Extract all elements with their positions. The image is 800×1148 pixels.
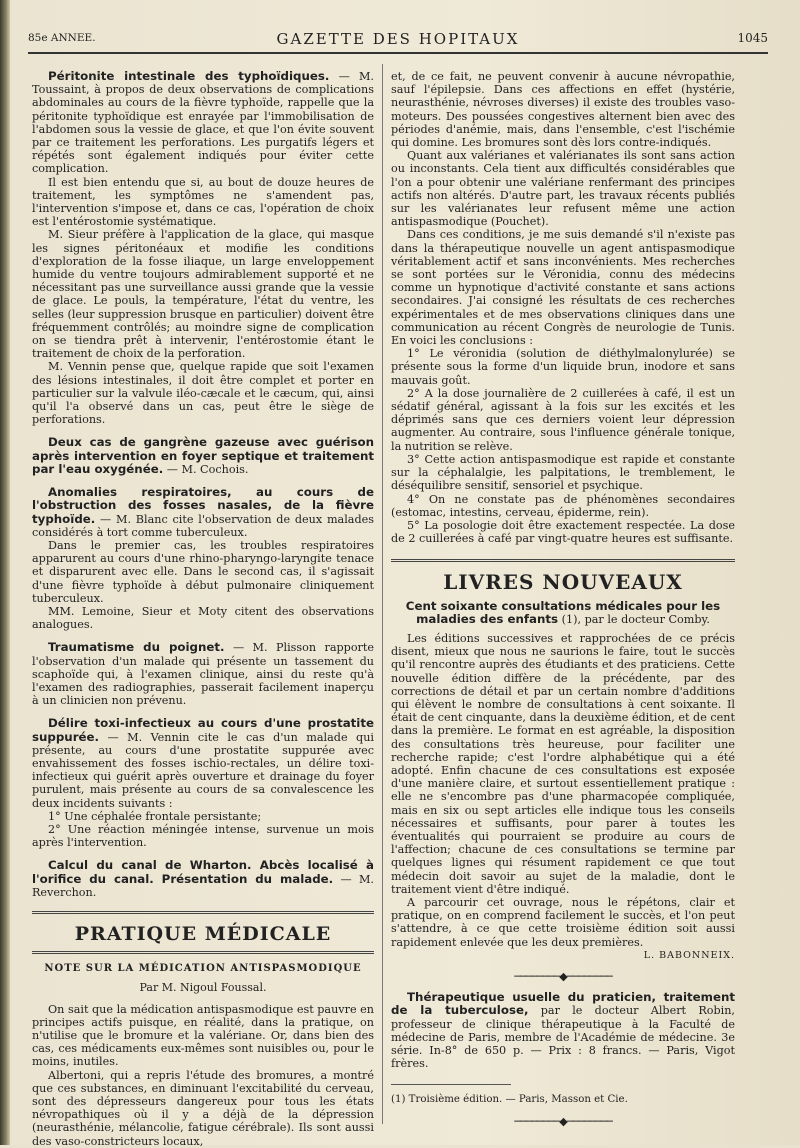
author-ref: — M. Reverchon. xyxy=(32,872,374,899)
paragraph: M. Vennin pense que, quelque rapide que soit l'examen des lésions intestinales, il doit être complet et porter en particulier sur la valvule iléo-cæcale et le cæcum, qui, ainsi qu'il l'a observé dans un cas, peut être le siège de perforations. xyxy=(32,360,374,427)
article-heading: Deux cas de gangrène gazeuse avec guérison après intervention en foyer septique et traitement par l'eau oxygénée. xyxy=(32,435,374,476)
paragraph: On sait que la médication antispasmodique est pauvre en principes actifs puisque, en réalité, dans la pratique, on n'utilise que le bromure et la valériane. Or, dans bien des cas, ces médicaments eux-mêmes sont nuisibles ou, pour le moins, inutiles. xyxy=(32,1002,374,1069)
section-rule xyxy=(391,559,735,562)
paragraph: Dans le premier cas, les troubles respiratoires apparurent au cours d'une rhino-pharyngo-laryngite tenace et disparurent avec elle. Dans le second cas, il s'agissait d'une fièvre typhoïde à début pulmonaire cliniquement tuberculeux. xyxy=(32,538,374,605)
volume-label: 85e ANNEE. xyxy=(28,32,96,44)
paragraph: Dans ces conditions, je me suis demandé s'il n'existe pas dans la thérapeutique nouvelle un agent antispasmodique véritablement actif et sans inconvénients. Mes recherches se sont portées sur le Véronidia, connu des médecins comme un hypnotique d'activité constante et sans actions secondaires. J'ai consigné les résultats de ces recherches expérimentales et de mes observations cliniques dans une communication au récent Congrès de neurologie de Tunis. En voici les conclusions : xyxy=(391,228,735,348)
footnote: (1) Troisième édition. — Paris, Masson et Cie. xyxy=(391,1094,628,1106)
review-signature: L. BABONNEIX. xyxy=(643,949,735,961)
paragraph: 5° La posologie doit être exactement respectée. La dose de 2 cuillerées à café par vingt-quatre heures est suffisante. xyxy=(391,518,735,546)
column-divider xyxy=(382,64,383,1124)
paragraph: 3° Cette action antispasmodique est rapide et constante sur la céphalalgie, les palpitations, le tremblement, le déséquilibre sensitif, sensoriel et psychique. xyxy=(391,452,735,493)
article-heading: Traumatisme du poignet. xyxy=(48,640,225,655)
paragraph: — M. Plisson rapporte l'observation d'un malade qui présente un tassement du scaphoïde qui, à l'examen clinique, ainsi du reste qu'à l'examen des radiographies, passerait facilement inaperçu à un clinicien non prévenu. xyxy=(32,641,375,708)
article-heading: Péritonite intestinale des typhoïdiques. xyxy=(48,69,330,83)
article-heading: Calcul du canal de Wharton. Abcès localisé à l'orifice du canal. Présentation du malade. xyxy=(32,858,374,886)
right-column xyxy=(391,70,735,1136)
section-title: PRATIQUE MÉDICALE xyxy=(74,922,332,945)
paragraph: — M. Blanc cite l'observation de deux malades considérés à tort comme tuberculeux. xyxy=(32,512,374,539)
paragraph: A parcourir cet ouvrage, nous le répétons, clair et pratique, on en comprend facilement le succès, et l'on peut s'attendre, à ce que cette troisième édition soit aussi rapidement enlevée que les deux premières. xyxy=(391,895,735,949)
binding-edge xyxy=(0,0,10,1145)
paragraph: 1° Le véronidia (solution de diéthylmalonylurée) se présente sous la forme d'un liquide brun, inodore et sans mauvais goût. xyxy=(391,347,735,387)
section-title: LIVRES NOUVEAUX xyxy=(443,570,683,595)
note-author: Par M. Nigoul Foussal. xyxy=(139,981,267,995)
ornament-divider: ────────◆──────── xyxy=(514,1114,612,1128)
review-heading: Cent soixante consultations médicales pour les maladies des enfants xyxy=(405,598,721,626)
paragraph: et, de ce fait, ne peuvent convenir à aucune névropathie, sauf l'épilepsie. Dans ces affections en effet (hystérie, neurasthénie, névroses diverses) il existe des troubles vaso-moteurs. Des poussées congestives alternent bien avec des périodes d'anémie, mais, dans l'ensemble, c'est l'ischémie qui domine. Les bromures sont dès lors contre-indiqués. xyxy=(391,70,735,150)
paragraph: — M. Toussaint, à propos de deux observations de complications abdominales au cours de la fièvre typhoïde, rappelle que la péritonite typhoïdique est enrayée par l'immobilisation de l'abdomen sous la vessie de glace, et que l'on évite souvent par ce traitement les perforations. Les purgatifs légers et répétés sont également indiqués pour éviter cette complication. xyxy=(32,70,374,176)
left-column xyxy=(32,70,374,1148)
paragraph: Les éditions successives et rapprochées de ce précis disent, mieux que nous ne saurions le faire, tout le succès qu'il rencontre auprès des étudiants et des praticiens. Cette nouvelle édition diffère de la précédente, par des corrections de détail et par un certain nombre d'additions qui élèvent le nombre de consultations à cent soixante. Il était de cent cinquante, dans la deuxième édition, et de cent dans la première. Le format en est agréable, la disposition des consultations très heureuse, pour faciliter une recherche rapide; c'est l'ordre alphabétique qui a été adopté. Enfin chacune de ces consultations est exposée d'une manière claire, et surtout essentiellement pratique : elle ne s'encombre pas d'une pharmacopée compliquée, mais en six ou sept articles elle indique tous les conseils nécessaires et suffisants, pour parer à toutes les éventualités qui pourraient se produire au cours de l'affection; chacune de ces consultations se termine par quelques lignes qui résument rapidement ce que tout médecin doit savoir au sujet de la maladie, dont le traitement vient d'être indiqué. xyxy=(391,631,735,896)
review-heading: Thérapeutique usuelle du praticien, traitement de la tuberculose, xyxy=(391,990,735,1018)
ornament-divider: ────────◆──────── xyxy=(514,970,612,983)
paragraph: Quant aux valérianes et valérianates ils sont sans action ou inconstants. Cela tient aux difficultés considérables que l'on a pour obtenir une valériane renfermant des principes actifs non altérés. D'autre part, les travaux récents publiés sur les valérianates leur refusent même une action antispasmodique (Pouchet). xyxy=(391,149,735,229)
paragraph: M. Sieur préfère à l'application de la glace, qui masque les signes péritonéaux et modifie les conditions d'exploration de la fosse iliaque, un large enveloppement humide du ventre toujours admirablement supporté et ne nécessitant pas une surveillance aussi grande que la vessie de glace. Le pouls, la température, l'état du ventre, les selles (leur suppression brusque en particulier) doivent être fréquemment contrôlés; au moindre signe de complication on se tiendra prêt à intervenir, l'entérostomie étant le traitement de choix de la perforation. xyxy=(32,228,374,361)
header-rule xyxy=(28,52,768,54)
paragraph: — M. Vennin cite le cas d'un malade qui présente, au cours d'une prostatite suppurée avec envahissement des fosses ischio-rectales, un délire toxi-infectieux qui guérit après ouverture et drainage du foyer purulent, mais présente au cours de sa convalescence les deux incidents suivants : xyxy=(32,730,374,810)
section-rule xyxy=(32,951,374,954)
paragraph: 4° On ne constate pas de phénomènes secondaires (estomac, intestins, cerveau, épiderme, rein). xyxy=(391,492,735,519)
paragraph: 2° A la dose journalière de 2 cuillerées à café, il est un sédatif général, agissant à la fois sur les excités et les déprimés sans que ces derniers voient leur dépression augmenter. Au contraire, sous l'influence générale tonique, la nutrition se relève. xyxy=(391,386,735,453)
footnote-rule xyxy=(391,1084,511,1085)
journal-title: GAZETTE DES HOPITAUX xyxy=(276,30,520,48)
paragraph: par le docteur Albert Robin, professeur de clinique thérapeutique à la Faculté de médecine de Paris, membre de l'Académie de médecine. 3e série. In-8° de 650 p. — Prix : 8 francs. — Paris, Vigot frères. xyxy=(391,1004,735,1071)
paragraph: Albertoni, qui a repris l'étude des bromures, a montré que ces substances, en diminuant l'excitabilité du cerveau, sont des dépresseurs dangereux pour tous les états névropathiques où il y a déjà de la dépression (neurasthénie, mélancolie, fatigue cérébrale). Ils sont aussi des vaso-constricteurs locaux, xyxy=(32,1068,374,1148)
running-header xyxy=(28,30,768,50)
paragraph: 2° Une réaction méningée intense, survenue un mois après l'intervention. xyxy=(32,822,374,850)
author-ref: — M. Cochois. xyxy=(166,462,249,476)
note-title: NOTE SUR LA MÉDICATION ANTISPASMODIQUE xyxy=(44,963,362,975)
article-heading: Délire toxi-infectieux au cours d'une prostatite suppurée. xyxy=(32,716,374,744)
paragraph: MM. Lemoine, Sieur et Moty citent des observations analogues. xyxy=(32,604,374,632)
paragraph: Il est bien entendu que si, au bout de douze heures de traitement, les symptômes ne s'amendent pas, l'intervention s'impose et, dans ce cas, l'opération de choix est l'entérostomie systématique. xyxy=(32,175,374,229)
article-heading: Anomalies respiratoires, au cours de l'obstruction des fosses nasales, de la fièvre typhoïde. xyxy=(32,485,374,526)
section-rule xyxy=(32,911,374,914)
paragraph: 1° Une céphalée frontale persistante; xyxy=(48,809,262,823)
review-heading-author: (1), par le docteur Comby. xyxy=(561,612,710,626)
page-number: 1045 xyxy=(737,31,768,45)
